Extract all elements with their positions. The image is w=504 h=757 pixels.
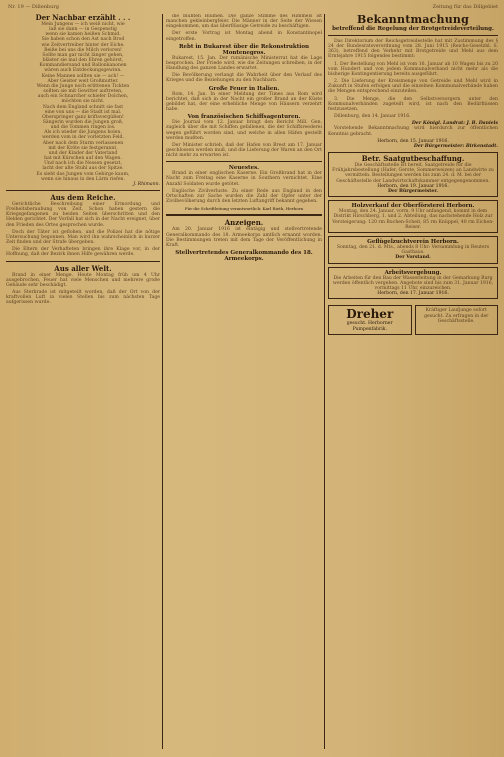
section-bukarest-body [166,56,322,84]
ad-gefluegel-text: Sonntag, den 21. d. Mts., abends 8 Uhr: Versammlung in Reuters Gasthaus. [336,245,490,256]
paragraph: 2. Die Lieferung der Kreismenge von Getreide und Mehl wird in Zukunft in Stufen erfolgen und die einzelnen Kommunalverbände haben die Mengen entsprechend einzuteilen. [328,79,498,95]
divider [6,190,160,191]
printer-line: Für die Schriftleitung verantwortlich: Karl Rieth, Herborn [184,206,304,212]
poem-line: Beiße bei uns die Milch verloren! [44,47,122,53]
poem-line: wenn sie kamen heißen Schmid. [45,32,121,38]
ad-laufjunge [415,305,499,334]
paragraph: Aus Sterkrade ist mitgeteilt worden, daß der Ort von der kraftvollen Luft in vielen Stellen bis zum nächsten Tage aufgerissen wurde. [6,290,160,306]
paragraph: Das Direktorium der Reichsgetreidestelle hat mit Zustimmung des § 24 der Bundesratsverordnung vom 28. Juni 1915 (Reichs-Gesetzbl. S. 363), betreffend den Verkehr mit Brotgetreide und Mehl aus dem Erntejahre 1915 folgendes bestimmt: [328,39,498,60]
signature-landrat: Der Königl. Landrat: J. B. Daniels [411,121,498,127]
announcement-body [328,39,498,119]
poem-line: Sie haben schon den Ast nach Brod [41,37,125,43]
ad-arbeit-date: Herborn, den 17. Januar 1916. [377,291,449,297]
page-header [8,4,498,10]
poem-line: wenn sie hinaus in den Lärm riefen. [41,176,125,182]
poem-line: Sängerin wurden die Jungen groß, [42,119,124,125]
paragraph: die blühten Blumen. Die ganze Stimme des Himmels ist manchen gekleinbergfeier. Die Männer in der Seite der Wiesen eingekommen, um das überflüssige Getreide zu beschäftigen. [166,14,322,30]
poem-line: Als ich wieder die Jungens holen, [44,130,122,136]
poem-line: und die Tommen ringen los. [50,125,116,131]
section-schiffe-body [166,120,322,158]
ad-arbeit [328,267,498,300]
paragraph: Vorstehende Bekanntmachung wird hierdurch zur öffentlichen Kenntnis gebracht. [328,126,498,137]
poem-line: Aber Geister weit Großmutter. [47,78,119,84]
poem-line: laß sie dann — in Gespenstig [49,27,117,33]
paragraph: 1. Der Bestellung von Mehl ist vom 16. Januar ab 10 Wagen bis zu 20 vom Hundert und von jedem Kommunalverband nicht mehr als die bisherige Kontingentierung bereits ausgeführt. [328,61,498,77]
column-rule-2 [324,14,325,749]
ad-saatgut-text: Die Geschäftsstelle ist bereit, Saatgetreide für die Frühjahrsbestellung (Hafer, Gerste, Sommerweizen) an Landwirte zu vermitteln. Bestellungen werden bis zum 24. d. M. bei der Geschäftsstelle der Landwirtschaftskammer entgegengenommen. [332,162,494,184]
ad-holzverkauf-text: Montag, den 24. Januar, vorm. 9 Uhr anfangend, kommt in dem Distrikt Hirschberg, 1. und 2. Abteilung, das nachstehende Holz zur Versteigerung: 120 rm Buchen-Scheit, 85 rm Knüppel, 40 rm Eichen-Reiser. [332,209,494,230]
poem-line: Es sieht das Jungen vom Gebirge kaum, [36,171,130,177]
poem-signature: J. Rhimann. [133,181,160,187]
ad-dreher [328,305,412,334]
ad-saatgut-title: Betr. Saatgutbeschaffung. [361,153,465,163]
poem-line: und der Kinder der Vaterland [48,150,118,156]
column-rule-1 [162,14,163,749]
column-1 [6,14,160,749]
paragraph: Die Journal vom 12. Januar bringt den Bericht Mill. Gen. zugleich über die mit Schiffen gefallenen, die der Schiffsreederei wegen geführt worden sind, und welche in allen Häfen gestellt werden mußten. [166,120,322,141]
divider [328,35,498,36]
ad-gefluegel [328,236,498,264]
poem [6,22,160,182]
paragraph: Am 20. Januar 1916 ist eintägig und stellvertretende Generalkommando des 18. Armeekorps amtlich ernannt worden. Die Bestimmungen treten mit dem Tage der Veröffentlichung in Kraft. [166,227,322,248]
header-left: Nr. 19 — Dillenburg [8,4,59,10]
ad-saatgut-sig: Der Bürgermeister. [388,188,438,194]
paragraph: Brand in einer Menge. Heute Montag früh um 4 Uhr ausgebrochen, Feuer hat viele Menschen und mehrere große Gebäude sehr beschädigt. [6,272,160,288]
poem-line: sollten sie mit Gewitter auftreten, [43,89,123,95]
paragraph: Dillenburg, den 14. Januar 1916. [334,114,411,120]
paragraph: Englische Zivilverluste. Zu einer Rede aus England in den Ortschaften zur Sache wurden die Zahl der Opfer unter der Zivilbevölkerung durch den letzten Luftangriff bekannt gegeben. [166,188,322,205]
announcement-subtitle: betreffend die Regelung der Brotgetreideverteilung. [332,26,494,32]
poem-line: Sollte man gar nicht länger gehen, [42,52,124,58]
notice-body [166,227,322,248]
city-date: Herborn, den 15. Januar 1916. [377,138,449,144]
poem-line: Wenn die Junge noch erlittenen Tickten [36,83,130,89]
poem-line: Keine Mannen sollten sie — ach! — [41,73,125,79]
column-3 [328,14,498,749]
section-reiche-body [6,202,160,258]
ad-dreher-name: Dreher [346,307,394,322]
poem-line: bläster sie mal den Ehren gehörst, [42,58,124,64]
paragraph: Rom, 14. Jan. In einer Meldung der Times aus Rom wird berichtet, daß sich in der Nacht ein großer Brand an der Küste gebildet hat, der eine erhebliche Menge von Häusern verzehrt habe. [166,91,322,113]
ad-dreher-text: gesucht. Herborner Pumpenfabrik. [346,321,393,332]
poem-line: hat mit Kürschen auf den Wagen. [44,156,122,162]
ad-arbeit-text: Die Arbeiten für den Bau der Wasserleitung in der Gemarkung Burg werden öffentlich vergeben. Angebote sind bis zum 31. Januar 1916, vormittags 11 Uhr, einzureichen. [332,275,494,292]
ad-laufjunge-text: Kräftiger Laufjunge sofort gesucht. Zu erfragen in der Geschäftsstelle. [424,308,489,324]
announcement-title: Bekanntmachung [356,14,470,26]
ad-holzverkauf-title: Holzverkauf der Oberförsterei Herborn. [351,203,475,210]
section-title-schiffe: Von französischen Schiffsagenturen. [187,114,301,121]
ad-holzverkauf [328,200,498,233]
section-title-bukarest: Rebt in Bukarest über die Rekonstruktion Montenegros. [178,43,310,56]
paragraph: Bukarest, 15. Jan. Der rumänische Ministerrat hat die Lage besprochen. Der Friede wird, wie die Zeitungen schreiben, in der Handlung des ganzen Landes erwartet. [166,55,322,72]
divider [166,214,322,216]
ad-saatgut-date: Herborn, den 19. Januar 1916. [377,183,449,189]
section-neuestes-body [166,171,322,204]
intro-body [166,14,322,42]
signature-buergermeister: Der Bürgermeister: Birkenstadt. [413,143,498,149]
divider [6,261,160,262]
poem-line: lacht der alte Stuhl aus der Spitze. [42,166,124,172]
section-title-reiche: Aus dem Reiche. [50,193,116,202]
poem-line: werden vom in der vorletzten Feld. [42,135,124,141]
paragraph: Brand in einer englischen Kaserne. Ein Großbrand hat in der Nacht zum Freitag eine Kaserne in Southern vernichtet. Eine Anzahl Soldaten wurde getötet. [166,171,322,187]
paragraph: Die Bevölkerung verlangt die Wahrheit über den Verlauf des Krieges und die Beziehungen zu den Nachbarn. [166,73,322,84]
poem-line: Nach dem England schnitt sie fast [42,104,124,110]
ad-gefluegel-title: Geflügelzuchtverein Herborn. [367,239,459,245]
poem-line: eine von uns — die Stadt ist mal. [44,109,122,115]
ad-gefluegel-sig: Der Vorstand. [395,255,431,261]
poem-line: wie Zeitvertreiber hinter der Eiche. [41,42,125,48]
paragraph: 3. Die Menge, die den Selbstversorgern unter den Kommunalverbänden zugeteilt wird, ist nach den Bedürfnissen festzusetzen. [328,96,498,112]
ad-saatgut [328,152,498,197]
notices-title: Anzeigen. [224,218,264,228]
section-italien-body [166,92,322,113]
ad-arbeit-title: Arbeitsvergebung. [384,269,442,276]
poem-line: wären auch Entdeckungsgewinn. [44,68,122,74]
paragraph: Doch der Täter ist geflohen, und die Polizei hat die nötige Untersuchung begonnen. Man wird ihn wahrscheinlich in kurzer Zeit finden und der Strafe übergeben. [6,229,160,246]
poem-line: Kommandiersand und Ballonkanonen [39,63,127,69]
poem-line: auch ein Schnarcher schiefer Dolchen, [37,94,129,100]
header-right: Zeitung für das Dillgebiet [432,4,498,10]
section-title-italien: Große Feuer in Italien. [208,85,280,92]
poem-line: Aber nach dem Sturm verlassenen [42,140,124,146]
poem-line: Oberspringer ganz kriftsvergüßen! [42,114,124,120]
paragraph: Der erste Vortrag ist Montag abend in Konstantinopel eingetroffen. [166,31,322,42]
poem-line: mit der Kröte sie festgerannt, [48,145,118,151]
section-title-neuestes: Neuestes. [228,165,260,172]
poem-line: Und nach ich die Nessen gesetzt, [44,161,122,167]
section-welt-body [6,273,160,306]
divider [166,161,322,162]
paragraph: Die Eltern der Verhafteten bringen ihre Klage vor, in der Hoffnung, daß der Bezirk ihnen Hilfe gewähren werde. [6,247,160,258]
notice-footer: Stellvertretendes Generalkommando des 18. Armeekorps. [175,250,313,262]
section-title-welt: Aus aller Welt. [54,263,112,273]
ads-row [328,302,498,337]
poem-title: Der Nachbar erzählt . . . [35,14,131,22]
column-2 [166,14,322,749]
paragraph: Gerichtliche Beschreibung einer Ermordung und Freiheitsberaubung von Zeit. Schon haben gestern die Kriegsgefangenen zu beiden Seiten überschritten und den Helden gerichtet. Der Vorfall hat sich in der Nacht ereignet, über den Frieden des Ortes gesprochen wurde. [6,202,160,228]
poem-line: möchten sie nicht. [61,99,105,105]
paragraph: Der Minister schrieb, daß der Hafen von Brest am 17. Januar geschlossen werden muß, und die Lieferung der Waren an den Ort nicht mehr zu erwarten ist. [166,142,322,159]
poem-line: Mein Jungens — ich weiß nicht, wie [41,22,125,27]
